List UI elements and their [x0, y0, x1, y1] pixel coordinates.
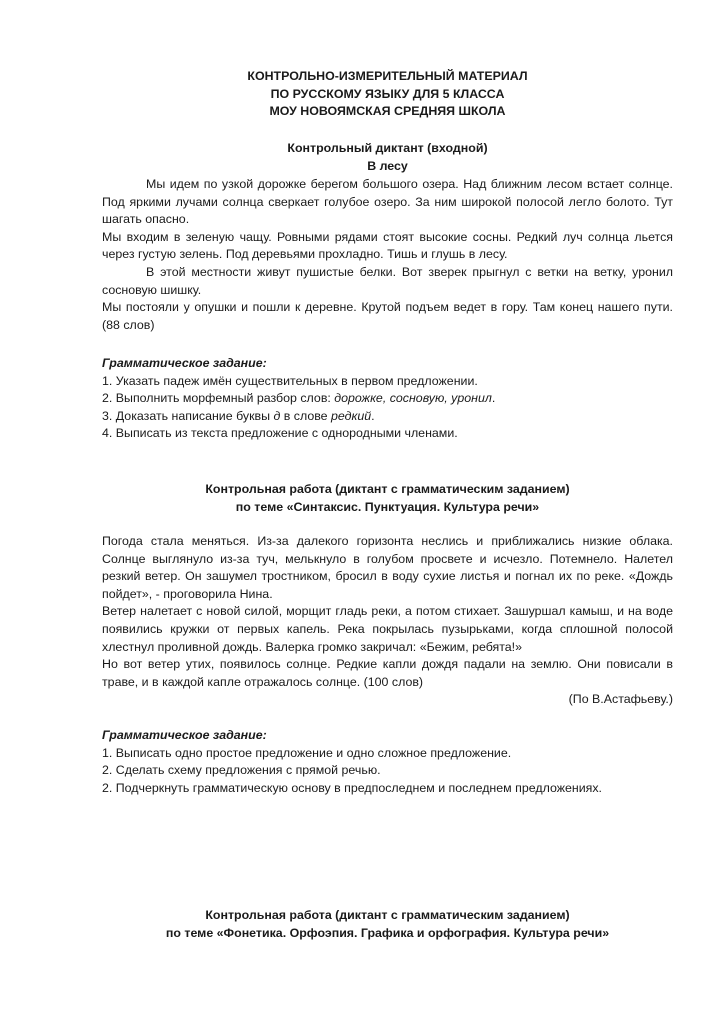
dictation1-title: Контрольный диктант (входной) — [287, 141, 488, 155]
dictation1-paragraph-3: В этой местности живут пушистые белки. Вот зверек прыгнул с ветки на ветку, уронил сосновую шишку. — [102, 264, 673, 297]
dictation2-task-1: 1. Выписать одно простое предложение и одно сложное предложение. — [102, 745, 512, 760]
dictation1-task-heading: Грамматическое задание: — [102, 356, 267, 370]
header-line-1: КОНТРОЛЬНО-ИЗМЕРИТЕЛЬНЫЙ МАТЕРИАЛ — [247, 69, 528, 83]
dictation1-task-1: 1. Указать падеж имён существительных в первом предложении. — [102, 373, 478, 388]
dictation1-task-3-prefix: 3. Доказать написание буквы — [102, 408, 274, 423]
dictation1-paragraph-2: Мы входим в зеленую чащу. Ровными рядами стоят высокие сосны. Редкий луч солнца льется через густую зелень. Под деревьями прохладно. Тишь и глушь в лесу. — [102, 229, 673, 262]
dictation1-task-3-mid: в слове — [280, 408, 331, 423]
document-header — [102, 68, 673, 121]
dictation1-heading — [102, 140, 673, 175]
dictation3-heading — [82, 907, 693, 942]
dictation1-task-2 — [102, 390, 673, 408]
dictation2-task-heading: Грамматическое задание: — [102, 728, 267, 742]
dictation1-task-2-words: дорожке, сосновую, уронил — [334, 391, 492, 406]
dictation2-tasks — [102, 727, 673, 797]
dictation1-subtitle: В лесу — [367, 158, 408, 173]
header-line-3: МОУ НОВОЯМСКАЯ СРЕДНЯЯ ШКОЛА — [269, 104, 506, 119]
dictation2-text — [102, 533, 673, 709]
dictation2-task-2: 2. Сделать схему предложения с прямой речью. — [102, 763, 381, 778]
dictation2-source: (По В.Астафьеву.) — [568, 692, 673, 707]
dictation1-tasks — [102, 355, 673, 443]
dictation2-title: Контрольная работа (диктант с грамматическим заданием) — [205, 482, 570, 496]
dictation2-task-3: 2. Подчеркнуть грамматическую основу в предпоследнем и последнем предложениях. — [102, 780, 602, 795]
dictation1-task-3-suffix: . — [371, 408, 375, 423]
header-line-2: ПО РУССКОМУ ЯЗЫКУ ДЛЯ 5 КЛАССА — [270, 86, 505, 101]
dictation1-task-2-prefix: 2. Выполнить морфемный разбор слов: — [102, 391, 335, 406]
dictation2-paragraph-1: Погода стала меняться. Из-за далекого горизонта неслись и приближались низкие облака. Солнце выглянуло из-за туч, мелькнуло в голубом просвете и исчезло. Потемнело. Налетел резкий ветер. Он зашумел тростником, бросил в воду сухие листья и погнал их по реке. «Дождь пойдет», - проговорила Нина. — [102, 534, 673, 601]
dictation1-task-2-suffix: . — [491, 391, 496, 406]
dictation2-heading — [102, 481, 673, 516]
dictation2-paragraph-2: Ветер налетает с новой силой, морщит гладь реки, а потом стихает. Зашуршал камыш, и на воде появились кружки от первых капель. Река покрылась пузырьками, когда сплошной полосой хлестнул проливной дождь. Валерка громко закричал: «Бежим, ребята!» — [102, 604, 673, 654]
dictation1-paragraph-1: Мы идем по узкой дорожке берегом большого озера. Над ближним лесом встает солнце. Под яркими лучами солнца сверкает голубое озеро. За ним широкой полосой легло болото. Тут шагать опасно. — [102, 177, 673, 227]
dictation1-task-3-word: редкий — [331, 408, 372, 423]
dictation1-text — [102, 176, 673, 334]
dictation3-title: Контрольная работа (диктант с грамматическим заданием) — [205, 908, 570, 922]
dictation1-task-3 — [102, 408, 673, 426]
dictation1-paragraph-4: Мы постояли у опушки и пошли к деревне. Крутой подъем ведет в гору. Там конец нашего пути. (88 слов) — [102, 300, 673, 332]
dictation1-task-4: 4. Выписать из текста предложение с однородными членами. — [102, 426, 458, 441]
dictation2-paragraph-3: Но вот ветер утих, появилось солнце. Редкие капли дождя падали на землю. Они повисали в траве, и в каждой капле отражалось солнце. (100 слов) — [102, 657, 673, 689]
dictation1-task-3-letter: д — [273, 408, 281, 423]
dictation2-subtitle: по теме «Синтаксис. Пунктуация. Культура речи» — [235, 499, 540, 514]
dictation3-subtitle: по теме «Фонетика. Орфоэпия. Графика и орфография. Культура речи» — [165, 925, 610, 940]
